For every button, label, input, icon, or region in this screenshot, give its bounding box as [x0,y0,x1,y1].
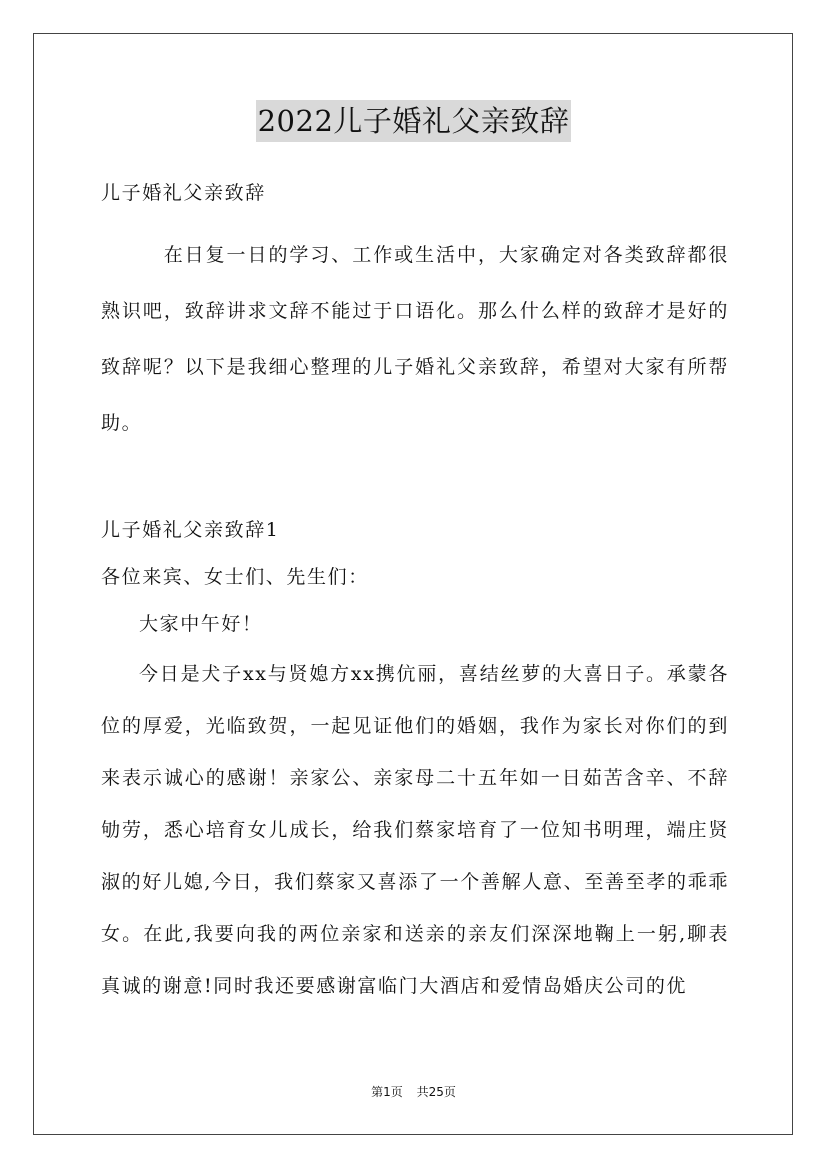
title-container [0,100,827,142]
salutation: 各位来宾、女士们、先生们： [101,566,369,588]
page-number-current: 第1页 [371,1085,403,1099]
paragraph-spacer [101,451,729,507]
page-number-total: 共25页 [416,1085,456,1099]
intro-paragraph: 在日复一日的学习、工作或生活中，大家确定对各类致辞都很熟识吧，致辞讲求文辞不能过于口语化。那么什么样的致辞才是好的致辞呢？以下是我细心整理的儿子婚礼父亲致辞，希望对大家有所帮助。 [101,244,729,434]
document-body [101,170,729,1012]
greeting: 大家中午好！ [139,613,263,635]
section-heading: 儿子婚礼父亲致辞1 [101,519,280,541]
body-paragraph: 今日是犬子xx与贤媳方xx携伉丽，喜结丝萝的大喜日子。承蒙各位的厚爱，光临致贺，一起见证他们的婚姻，我作为家长对你们的到来表示诚心的感谢！亲家公、亲家母二十五年如一日茹苦含辛、不辞劬劳，悉心培育女儿成长，给我们蔡家培育了一位知书明理，端庄贤淑的好儿媳,今日，我们蔡家又喜添了一个善解人意、至善至孝的乖乖女。在此,我要向我的两位亲家和送亲的亲友们深深地鞠上一躬,聊表真诚的谢意!同时我还要感谢富临门大酒店和爱情岛婚庆公司的优 [101,663,729,997]
page-footer [0,1083,827,1100]
document-title: 2022儿子婚礼父亲致辞 [256,100,572,142]
document-subtitle: 儿子婚礼父亲致辞 [101,182,266,204]
